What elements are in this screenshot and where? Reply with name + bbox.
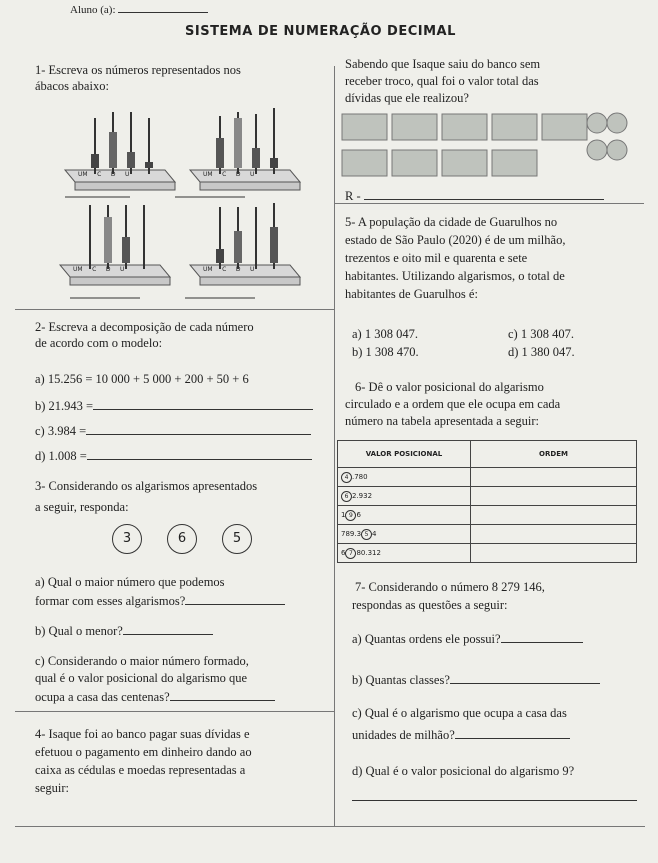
table-row <box>338 487 637 506</box>
ordem-cell[interactable] <box>471 544 637 563</box>
q2-d-answer[interactable] <box>87 447 312 460</box>
q6-line3: número na tabela apresentada a seguir: <box>345 414 540 428</box>
q3-c-line1: c) Considerando o maior número formado, <box>35 654 249 668</box>
q2-line1: 2- Escreva a decomposição de cada número <box>35 320 254 334</box>
q7-c-line2: unidades de milhão? <box>352 726 570 743</box>
digit-circle-3: 3 <box>112 524 142 554</box>
q6-line2: circulado e a ordem que ele ocupa em cada <box>345 397 561 411</box>
q7-c-line1: c) Qual é o algarismo que ocupa a casa das <box>352 706 567 720</box>
q5-option-b[interactable]: b) 1 308 470. <box>352 345 419 359</box>
q4-line2: efetuou o pagamento em dinheiro dando ao <box>35 745 252 759</box>
abacus-1-labels: UM C D U <box>78 171 130 178</box>
column-divider <box>334 66 335 826</box>
col-header-valor: VALOR POSICIONAL <box>338 441 471 468</box>
abacus-illustrations <box>55 108 325 308</box>
abacus-2-labels: UM C D U <box>203 171 255 178</box>
q5-line4: habitantes. Utilizando algarismos, o total de <box>345 269 565 283</box>
q4-response: R - <box>345 187 604 204</box>
q5-line1: 5- A população da cidade de Guarulhos no <box>345 215 558 229</box>
table-row <box>338 506 637 525</box>
page-title: SISTEMA DE NUMERAÇÃO DECIMAL <box>185 24 456 39</box>
ordem-cell[interactable] <box>471 487 637 506</box>
q3-a-answer[interactable] <box>185 592 285 605</box>
number-cell: 789.3 5 4 <box>338 525 471 544</box>
ordem-cell[interactable] <box>471 525 637 544</box>
table-row <box>338 544 637 563</box>
q3-b-answer[interactable] <box>123 622 213 635</box>
abacus-4-labels: UM C D U <box>203 266 255 273</box>
positional-value-table <box>337 440 637 563</box>
ordem-cell[interactable] <box>471 506 637 525</box>
q5-option-c[interactable]: c) 1 308 407. <box>508 327 574 341</box>
q4-line4: seguir: <box>35 781 70 795</box>
q2-item-a: a) 15.256 = 10 000 + 5 000 + 200 + 50 + 6 <box>35 372 249 386</box>
q2-line2: de acordo com o modelo: <box>35 336 163 350</box>
q3-line1: 3- Considerando os algarismos apresentados <box>35 479 258 493</box>
q5-line5: habitantes de Guarulhos é: <box>345 287 478 301</box>
number-cell: 6 2.932 <box>338 487 471 506</box>
student-name-label: Aluno (a): <box>70 0 208 18</box>
q5-line3: trezentos e oito mil e quarenta e sete <box>345 251 528 265</box>
q3-a-line1: a) Qual o maior número que podemos <box>35 575 225 589</box>
q4-cont1: Sabendo que Isaque saiu do banco sem <box>345 57 541 71</box>
digit-circle-6: 6 <box>167 524 197 554</box>
q3-c-answer[interactable] <box>170 688 275 701</box>
q7-line2: respondas as questões a seguir: <box>352 598 508 612</box>
student-name-blank[interactable] <box>118 0 208 13</box>
table-row <box>338 525 637 544</box>
number-cell: 4 .780 <box>338 468 471 487</box>
q2-b-answer[interactable] <box>93 397 313 410</box>
q2-item-b: b) 21.943 = <box>35 397 313 414</box>
q3-c-line3: ocupa a casa das centenas? <box>35 688 275 705</box>
q2-c-answer[interactable] <box>86 422 311 435</box>
q4-cont3: dívidas que ele realizou? <box>345 91 469 105</box>
q7-a: a) Quantas ordens ele possui? <box>352 630 583 647</box>
q3-c-line2: qual é o valor posicional do algarismo que <box>35 671 248 685</box>
col-header-ordem: ORDEM <box>471 441 637 468</box>
q4-answer[interactable] <box>364 187 604 200</box>
q1-line2: ábacos abaixo: <box>35 79 109 93</box>
q2-item-c: c) 3.984 = <box>35 422 311 439</box>
q7-b: b) Quantas classes? <box>352 671 600 688</box>
q6-line1: 6- Dê o valor posicional do algarismo <box>355 380 544 394</box>
q1-line1: 1- Escreva os números representados nos <box>35 63 241 77</box>
money-illustration <box>340 108 630 183</box>
q7-d: d) Qual é o valor posicional do algarismo 9? <box>352 764 575 778</box>
q4-cont2: receber troco, qual foi o valor total das <box>345 74 539 88</box>
q4-line1: 4- Isaque foi ao banco pagar suas dívidas e <box>35 727 250 741</box>
q1-separator <box>15 309 335 310</box>
q7-a-answer[interactable] <box>501 630 583 643</box>
q5-option-d[interactable]: d) 1 380 047. <box>508 345 575 359</box>
number-cell: 1 9 6 <box>338 506 471 525</box>
q5-line2: estado de São Paulo (2020) é de um milhão, <box>345 233 566 247</box>
table-row <box>338 468 637 487</box>
digit-circle-5: 5 <box>222 524 252 554</box>
q4-separator <box>334 203 644 204</box>
q7-b-answer[interactable] <box>450 671 600 684</box>
q2-item-d: d) 1.008 = <box>35 447 312 464</box>
q7-d-answer-line[interactable] <box>352 788 637 806</box>
number-cell: 6 7 80.312 <box>338 544 471 563</box>
ordem-cell[interactable] <box>471 468 637 487</box>
q3-a-line2: formar com esses algarismos? <box>35 592 285 609</box>
q3-line2: a seguir, responda: <box>35 500 129 514</box>
q3-b: b) Qual o menor? <box>35 622 213 639</box>
bottom-border <box>15 826 645 827</box>
q3-separator <box>15 711 335 712</box>
q4-line3: caixa as cédulas e moedas representadas a <box>35 763 246 777</box>
q7-c-answer[interactable] <box>455 726 570 739</box>
q7-line1: 7- Considerando o número 8 279 146, <box>355 580 545 594</box>
q5-option-a[interactable]: a) 1 308 047. <box>352 327 418 341</box>
abacus-3-labels: UM C D U <box>73 266 125 273</box>
